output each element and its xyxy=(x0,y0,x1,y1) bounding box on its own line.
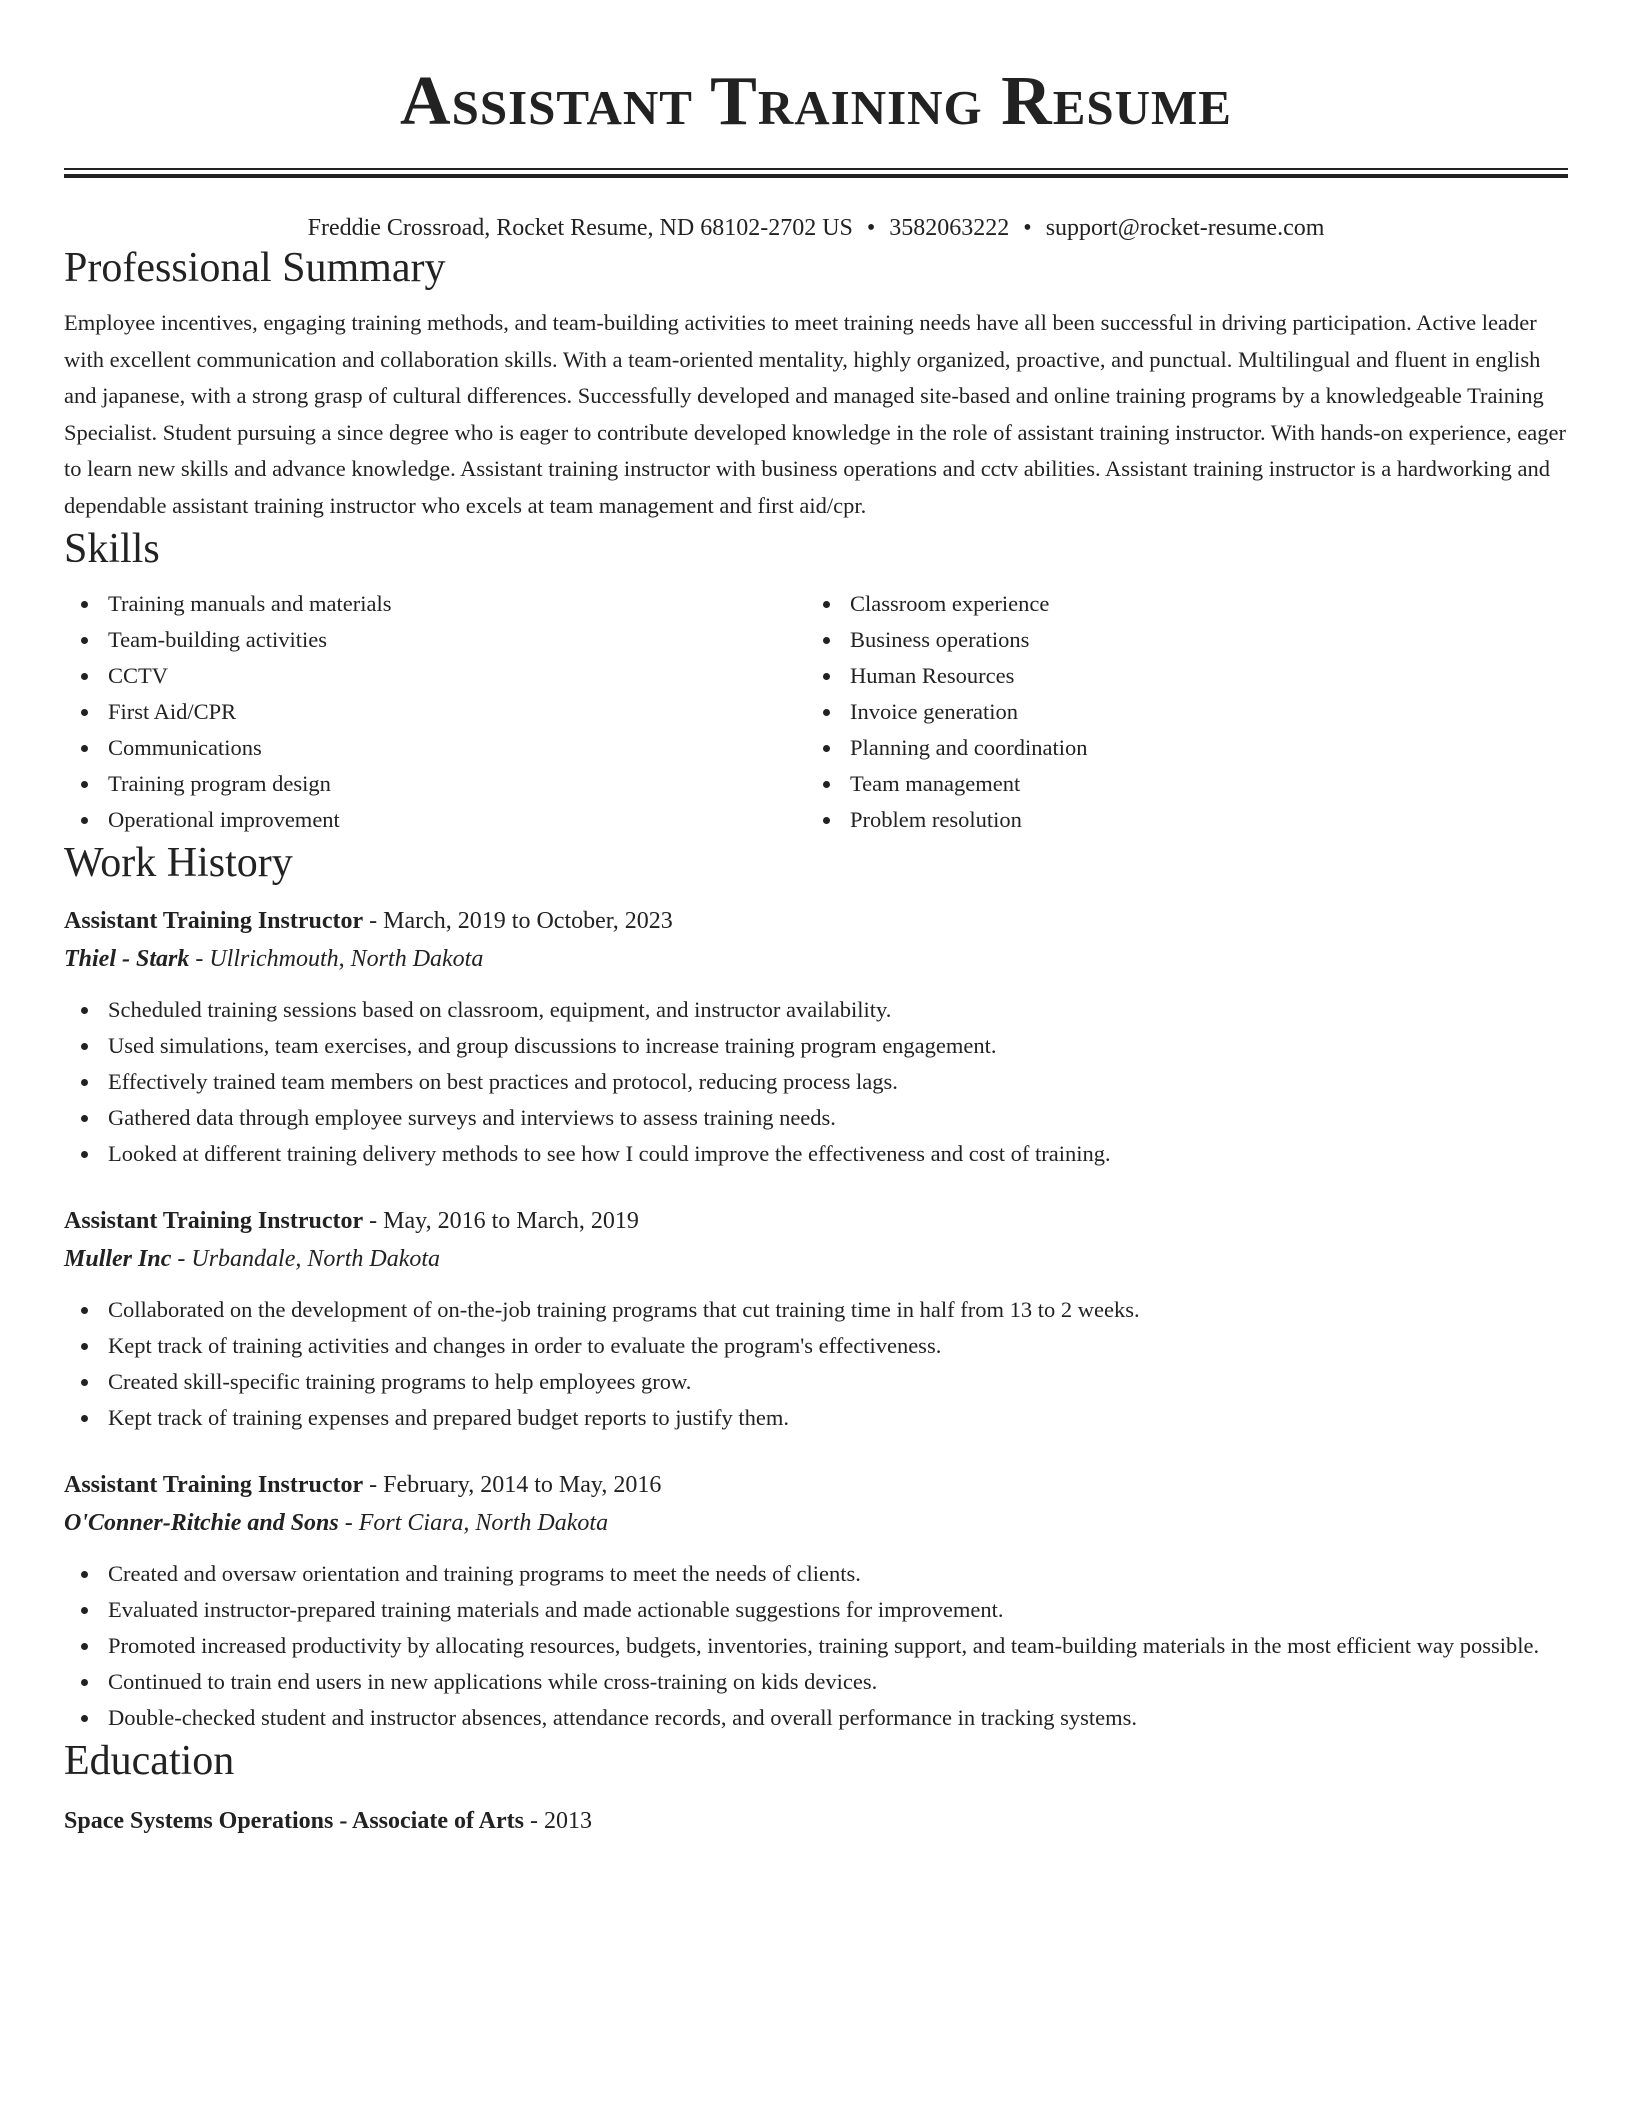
work-history-heading: Work History xyxy=(64,840,293,886)
skill-item: Team-building activities xyxy=(64,622,806,658)
job-bullet: Kept track of training expenses and prepared budget reports to justify them. xyxy=(64,1400,1568,1436)
job-employer xyxy=(64,940,1568,978)
skill-item: Invoice generation xyxy=(806,694,1566,730)
job-bullet: Gathered data through employee surveys and interviews to assess training needs. xyxy=(64,1100,1568,1136)
job-bullet: Evaluated instructor-prepared training materials and made actionable suggestions for improvement. xyxy=(64,1592,1568,1628)
skills-list xyxy=(64,586,1568,838)
job-entry xyxy=(64,1202,1568,1436)
summary-text: Employee incentives, engaging training methods, and team-building activities to meet training needs have all been successful in driving participation. Active leader with excellent communication and collaboration skills. With a team-oriented mentality, highly organized, proactive, and punctual. Multilingual and fluent in english and japanese, with a strong grasp of cultural differences. Successfully developed and managed site-based and online training programs by a knowledgeable Training Specialist. Student pursuing a since degree who is eager to contribute developed knowledge in the role of assistant training instructor. With hands-on experience, eager to learn new skills and advance knowledge. Assistant training instructor with business operations and cctv abilities. Assistant training instructor is a hardworking and dependable assistant training instructor who excels at team management and first aid/cpr. xyxy=(64,310,1566,518)
job-bullets xyxy=(64,1556,1568,1736)
skill-item: CCTV xyxy=(64,658,806,694)
skills-column-left xyxy=(64,586,806,838)
job-bullets xyxy=(64,992,1568,1172)
job-header xyxy=(64,1466,1568,1504)
summary-heading: Professional Summary xyxy=(64,245,446,291)
job-bullet: Scheduled training sessions based on classroom, equipment, and instructor availability. xyxy=(64,992,1568,1028)
job-bullet: Continued to train end users in new applications while cross-training on kids devices. xyxy=(64,1664,1568,1700)
skills-column-right xyxy=(806,586,1566,838)
job-employer xyxy=(64,1504,1568,1542)
job-title: Assistant Training Instructor xyxy=(64,1472,364,1498)
job-company: O'Conner-Ritchie and Sons xyxy=(64,1510,339,1536)
job-bullet: Double-checked student and instructor absences, attendance records, and overall performance in tracking systems. xyxy=(64,1700,1568,1736)
job-bullet: Kept track of training activities and changes in order to evaluate the program's effectiveness. xyxy=(64,1328,1568,1364)
job-location: Urbandale, North Dakota xyxy=(191,1246,441,1272)
job-title: Assistant Training Instructor xyxy=(64,1208,364,1234)
job-bullet: Effectively trained team members on best practices and protocol, reducing process lags. xyxy=(64,1064,1568,1100)
job-header xyxy=(64,902,1568,940)
job-entry xyxy=(64,902,1568,1172)
education-year: 2013 xyxy=(543,1808,592,1834)
job-dash: - xyxy=(338,1510,359,1536)
education-heading: Education xyxy=(64,1738,235,1784)
contact-address: Freddie Crossroad, Rocket Resume, ND 68102-2702 US xyxy=(307,215,853,241)
contact-phone: 3582063222 xyxy=(889,215,1010,241)
skills-heading: Skills xyxy=(64,526,160,572)
job-company: Thiel - Stark xyxy=(64,946,190,972)
job-title: Assistant Training Instructor xyxy=(64,908,364,934)
skill-item: Communications xyxy=(64,730,806,766)
skill-item: Planning and coordination xyxy=(806,730,1566,766)
title-divider xyxy=(64,168,1568,179)
job-bullet: Looked at different training delivery methods to see how I could improve the effectiveness and cost of training. xyxy=(64,1136,1568,1172)
job-dash: - xyxy=(363,908,384,934)
skill-item: Team management xyxy=(806,766,1566,802)
job-dash: - xyxy=(363,1472,384,1498)
job-dates: February, 2014 to May, 2016 xyxy=(383,1472,662,1498)
skill-item: Training manuals and materials xyxy=(64,586,806,622)
skill-item: Problem resolution xyxy=(806,802,1566,838)
job-location: Ullrichmouth, North Dakota xyxy=(209,946,484,972)
education-dash: - xyxy=(523,1808,544,1834)
job-dates: May, 2016 to March, 2019 xyxy=(383,1208,639,1234)
education-degree: Space Systems Operations - Associate of Arts xyxy=(64,1808,524,1834)
job-dash: - xyxy=(171,1246,192,1272)
job-bullet: Collaborated on the development of on-the-job training programs that cut training time in half from 13 to 2 weeks. xyxy=(64,1292,1568,1328)
job-bullet: Created skill-specific training programs to help employees grow. xyxy=(64,1364,1568,1400)
job-employer xyxy=(64,1240,1568,1278)
job-entry xyxy=(64,1466,1568,1736)
job-company: Muller Inc xyxy=(64,1246,172,1272)
skill-item: Training program design xyxy=(64,766,806,802)
skill-item: First Aid/CPR xyxy=(64,694,806,730)
resume-title: Assistant Training Resume xyxy=(400,63,1232,140)
job-location: Fort Ciara, North Dakota xyxy=(358,1510,609,1536)
job-dash: - xyxy=(189,946,210,972)
job-bullet: Promoted increased productivity by allocating resources, budgets, inventories, training support, and team-building materials in the most efficient way possible. xyxy=(64,1628,1568,1664)
job-bullets xyxy=(64,1292,1568,1436)
job-header xyxy=(64,1202,1568,1240)
skill-item: Business operations xyxy=(806,622,1566,658)
job-bullet: Created and oversaw orientation and training programs to meet the needs of clients. xyxy=(64,1556,1568,1592)
job-bullet: Used simulations, team exercises, and group discussions to increase training program engagement. xyxy=(64,1028,1568,1064)
contact-line xyxy=(64,213,1568,243)
contact-separator: • xyxy=(1023,215,1032,241)
contact-separator: • xyxy=(866,215,876,241)
job-dates: March, 2019 to October, 2023 xyxy=(383,908,673,934)
skill-item: Classroom experience xyxy=(806,586,1566,622)
education-entry xyxy=(64,1802,1568,1840)
contact-email: support@rocket-resume.com xyxy=(1045,215,1325,241)
skill-item: Operational improvement xyxy=(64,802,806,838)
job-dash: - xyxy=(363,1208,384,1234)
skill-item: Human Resources xyxy=(806,658,1566,694)
